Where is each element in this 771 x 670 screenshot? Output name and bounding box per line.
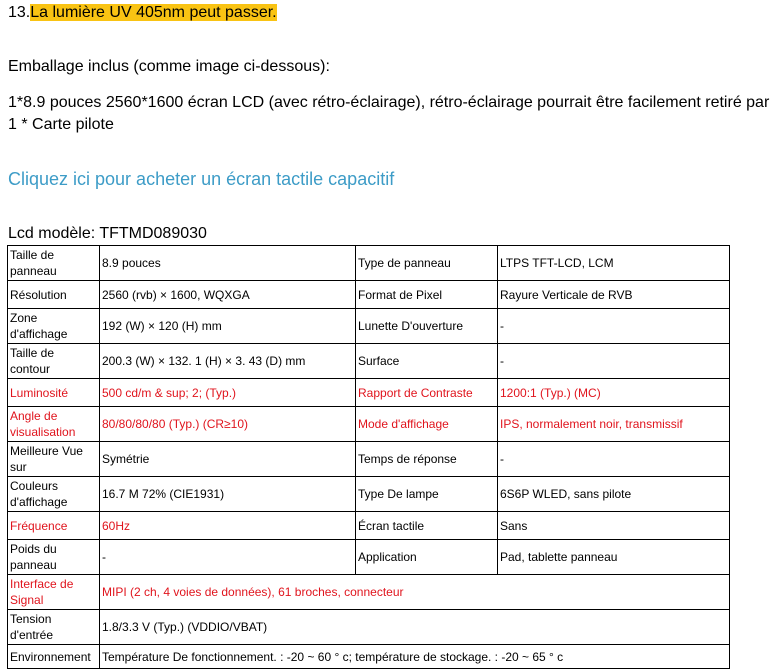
spec-label: Application [356, 540, 498, 575]
spec-value: Pad, tablette panneau [498, 540, 730, 575]
spec-value: 1.8/3.3 V (Typ.) (VDDIO/VBAT) [100, 610, 730, 645]
spec-label: Poids du panneau [8, 540, 100, 575]
package-heading: Emballage inclus (comme image ci-dessous): [8, 58, 330, 75]
spec-value: 6S6P WLED, sans pilote [498, 477, 730, 512]
spec-value: Rayure Verticale de RVB [498, 281, 730, 309]
spec-label: Tension d'entrée [8, 610, 100, 645]
spec-value: 192 (W) × 120 (H) mm [100, 309, 356, 344]
spec-label: Temps de réponse [356, 442, 498, 477]
spec-label: Environnement [8, 645, 100, 669]
table-row [8, 407, 730, 442]
item-13-highlight-text: La lumière UV 405nm peut passer. [30, 4, 277, 21]
spec-value: LTPS TFT-LCD, LCM [498, 246, 730, 281]
spec-value: 500 cd/m & sup; 2; (Typ.) [100, 379, 356, 407]
spec-value: 200.3 (W) × 132. 1 (H) × 3. 43 (D) mm [100, 344, 356, 379]
table-row [8, 281, 730, 309]
spec-value: - [498, 344, 730, 379]
buy-touch-screen-link[interactable]: Cliquez ici pour acheter un écran tactile capacitif [8, 169, 395, 189]
spec-label: Couleurs d'affichage [8, 477, 100, 512]
spec-value: 60Hz [100, 512, 356, 540]
spec-label: Format de Pixel [356, 281, 498, 309]
spec-label: Rapport de Contraste [356, 379, 498, 407]
spec-value: 8.9 pouces [100, 246, 356, 281]
spec-label: Surface [356, 344, 498, 379]
table-row [8, 379, 730, 407]
spec-value: IPS, normalement noir, transmissif [498, 407, 730, 442]
spec-value: Sans [498, 512, 730, 540]
package-screen-line: 1*8.9 pouces 2560*1600 écran LCD (avec rétro-éclairage), rétro-éclairage pourrait être facilement retiré par [8, 94, 770, 111]
spec-label: Taille de contour [8, 344, 100, 379]
spec-label: Angle de visualisation [8, 407, 100, 442]
spec-table [7, 245, 730, 669]
item-13-number: 13. [8, 4, 31, 21]
table-row [8, 246, 730, 281]
spec-label: Luminosité [8, 379, 100, 407]
spec-label: Type de panneau [356, 246, 498, 281]
table-row [8, 477, 730, 512]
spec-value: - [100, 540, 356, 575]
table-row [8, 610, 730, 645]
spec-value: 1200:1 (Typ.) (MC) [498, 379, 730, 407]
spec-label: Taille de panneau [8, 246, 100, 281]
package-card-line: 1 * Carte pilote [8, 116, 114, 133]
spec-value: - [498, 309, 730, 344]
table-row [8, 512, 730, 540]
table-row [8, 575, 730, 610]
table-row [8, 442, 730, 477]
spec-label: Écran tactile [356, 512, 498, 540]
table-row [8, 309, 730, 344]
spec-value: 16.7 M 72% (CIE1931) [100, 477, 356, 512]
lcd-model-label: Lcd modèle: TFTMD089030 [8, 225, 207, 242]
spec-label: Fréquence [8, 512, 100, 540]
spec-label: Lunette D'ouverture [356, 309, 498, 344]
table-row [8, 344, 730, 379]
spec-label: Type De lampe [356, 477, 498, 512]
spec-value: - [498, 442, 730, 477]
spec-value: 2560 (rvb) × 1600, WQXGA [100, 281, 356, 309]
spec-value: Température De fonctionnement. : -20 ~ 60 ° c; température de stockage. : -20 ~ 65 ° c [100, 645, 730, 669]
spec-label: Meilleure Vue sur [8, 442, 100, 477]
spec-label: Mode d'affichage [356, 407, 498, 442]
spec-value: Symétrie [100, 442, 356, 477]
spec-label: Résolution [8, 281, 100, 309]
item-13-line [8, 4, 277, 22]
table-row [8, 540, 730, 575]
spec-value: 80/80/80/80 (Typ.) (CR≥10) [100, 407, 356, 442]
spec-value: MIPI (2 ch, 4 voies de données), 61 broches, connecteur [100, 575, 730, 610]
table-row [8, 645, 730, 669]
spec-label: Zone d'affichage [8, 309, 100, 344]
spec-label: Interface de Signal [8, 575, 100, 610]
